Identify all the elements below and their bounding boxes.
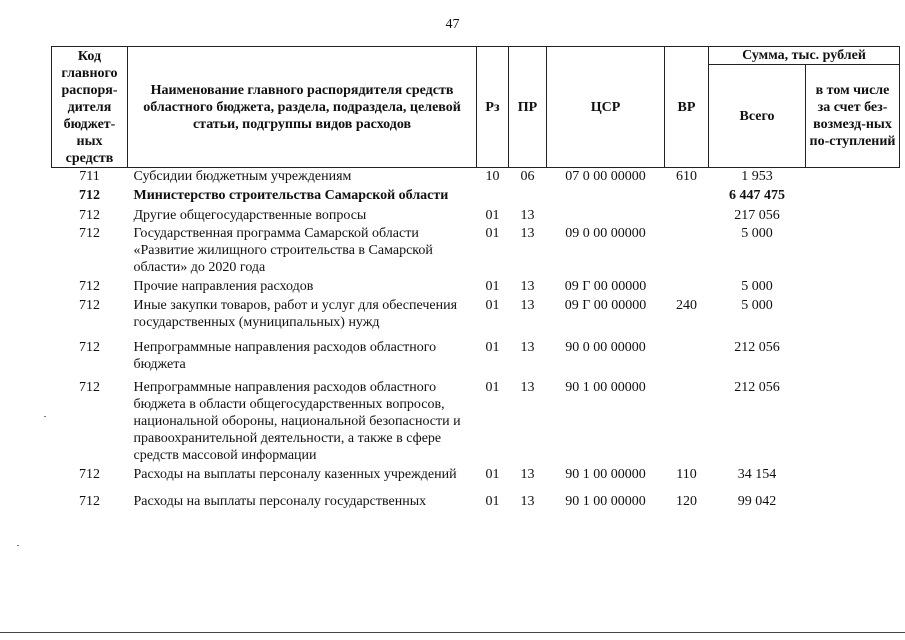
row-gratuitous bbox=[806, 493, 900, 510]
row-total: 5 000 bbox=[741, 226, 773, 241]
row-code: 711 bbox=[79, 169, 100, 184]
row-rz: 01 bbox=[485, 467, 500, 482]
row-csr: 09 Г 00 00000 bbox=[564, 279, 647, 294]
row-name: Расходы на выплаты персоналу государственных bbox=[133, 494, 427, 509]
row-total: 34 154 bbox=[737, 467, 777, 482]
row-pr: 13 bbox=[520, 340, 535, 355]
row-rz: 01 bbox=[485, 279, 500, 294]
row-vr bbox=[665, 339, 709, 379]
row-code: 712 bbox=[79, 279, 100, 294]
row-rz: 10 bbox=[485, 169, 500, 184]
header-code: Код главного распоря-дителя бюджет-ных средств bbox=[52, 47, 128, 168]
row-name: Иные закупки товаров, работ и услуг для обеспечения государственных (муниципальных) нужд bbox=[133, 298, 458, 330]
page-edge bbox=[0, 632, 905, 633]
row-pr: 13 bbox=[520, 226, 535, 241]
row-gratuitous bbox=[806, 168, 900, 188]
header-csr: ЦСР bbox=[547, 47, 665, 168]
row-rz: 01 bbox=[485, 226, 500, 241]
table-row bbox=[52, 187, 900, 207]
row-total: 1 953 bbox=[741, 169, 773, 184]
row-name: Министерство строительства Самарской области bbox=[133, 188, 449, 203]
row-code: 712 bbox=[79, 298, 100, 313]
row-vr: 120 bbox=[676, 494, 697, 509]
row-name: Расходы на выплаты персоналу казенных учреждений bbox=[133, 467, 457, 482]
row-gratuitous bbox=[806, 187, 900, 207]
row-pr: 06 bbox=[520, 169, 535, 184]
row-name: Государственная программа Самарской области «Развитие жилищного строительства в Самарской области» до 2020 года bbox=[133, 226, 433, 275]
row-code: 712 bbox=[79, 380, 100, 395]
row-gratuitous bbox=[806, 207, 900, 225]
row-pr: 13 bbox=[520, 380, 535, 395]
row-total: 99 042 bbox=[737, 494, 777, 509]
header-total: Всего bbox=[709, 65, 806, 168]
row-code: 712 bbox=[79, 494, 100, 509]
row-total: 6 447 475 bbox=[729, 188, 785, 203]
row-vr bbox=[665, 379, 709, 466]
table-row bbox=[52, 466, 900, 493]
row-pr bbox=[509, 187, 547, 207]
row-vr bbox=[665, 207, 709, 225]
row-vr: 240 bbox=[676, 298, 697, 313]
table-body bbox=[52, 168, 900, 511]
row-gratuitous bbox=[806, 278, 900, 297]
row-gratuitous bbox=[806, 225, 900, 278]
row-code: 712 bbox=[79, 340, 100, 355]
row-csr: 90 1 00 00000 bbox=[565, 380, 646, 395]
row-pr: 13 bbox=[520, 494, 535, 509]
row-csr: 90 0 00 00000 bbox=[565, 340, 646, 355]
table-row bbox=[52, 493, 900, 510]
row-gratuitous bbox=[806, 379, 900, 466]
header-sum-group: Сумма, тыс. рублей bbox=[709, 47, 900, 65]
row-pr: 13 bbox=[520, 279, 535, 294]
row-gratuitous bbox=[806, 466, 900, 493]
row-csr: 09 Г 00 00000 bbox=[564, 298, 647, 313]
row-csr: 09 0 00 00000 bbox=[565, 226, 646, 241]
row-vr bbox=[665, 278, 709, 297]
scan-speck bbox=[17, 545, 19, 546]
row-code: 712 bbox=[79, 467, 100, 482]
row-name: Непрограммные направления расходов областного бюджета в области общегосударственных вопросов, национальной обороны, национальной безопасности и правоохранительной деятельности, а также в сфере средств массовой информации bbox=[133, 380, 461, 463]
table-row bbox=[52, 207, 900, 225]
row-total: 5 000 bbox=[741, 298, 773, 313]
header-vr: ВР bbox=[665, 47, 709, 168]
row-name: Другие общегосударственные вопросы bbox=[133, 208, 367, 223]
table-row bbox=[52, 168, 900, 188]
header-rz: Рз bbox=[477, 47, 509, 168]
row-pr: 13 bbox=[520, 208, 535, 223]
row-code: 712 bbox=[79, 226, 100, 241]
row-csr bbox=[547, 187, 665, 207]
page-number: 47 bbox=[445, 17, 460, 32]
row-rz bbox=[477, 187, 509, 207]
row-total: 5 000 bbox=[741, 279, 773, 294]
row-total: 212 056 bbox=[734, 380, 780, 395]
header-pr: ПР bbox=[509, 47, 547, 168]
row-csr: 90 1 00 00000 bbox=[565, 494, 646, 509]
row-vr bbox=[665, 225, 709, 278]
row-total: 212 056 bbox=[734, 340, 780, 355]
row-code: 712 bbox=[79, 208, 100, 223]
row-name: Непрограммные направления расходов областного бюджета bbox=[133, 340, 437, 372]
row-name: Субсидии бюджетным учреждениям bbox=[133, 169, 352, 184]
header-gratuitous: в том числе за счет без-возмезд-ных по-ступлений bbox=[806, 65, 900, 168]
row-csr: 90 1 00 00000 bbox=[565, 467, 646, 482]
budget-table bbox=[51, 46, 900, 510]
row-csr: 07 0 00 00000 bbox=[565, 169, 646, 184]
row-name: Прочие направления расходов bbox=[133, 279, 314, 294]
row-pr: 13 bbox=[520, 467, 535, 482]
row-rz: 01 bbox=[485, 494, 500, 509]
table-row bbox=[52, 278, 900, 297]
row-csr bbox=[547, 207, 665, 225]
row-gratuitous bbox=[806, 339, 900, 379]
row-vr: 110 bbox=[676, 467, 697, 482]
table-row bbox=[52, 297, 900, 339]
table-row bbox=[52, 339, 900, 379]
row-code: 712 bbox=[79, 188, 100, 203]
row-rz: 01 bbox=[485, 340, 500, 355]
row-rz: 01 bbox=[485, 208, 500, 223]
row-pr: 13 bbox=[520, 298, 535, 313]
row-gratuitous bbox=[806, 297, 900, 339]
table-header bbox=[52, 47, 900, 168]
table-row bbox=[52, 379, 900, 466]
scan-speck bbox=[44, 416, 46, 417]
row-rz: 01 bbox=[485, 380, 500, 395]
row-rz: 01 bbox=[485, 298, 500, 313]
row-vr bbox=[665, 187, 709, 207]
row-total: 217 056 bbox=[734, 208, 780, 223]
table-row bbox=[52, 225, 900, 278]
row-vr: 610 bbox=[676, 169, 697, 184]
header-name: Наименование главного распорядителя средств областного бюджета, раздела, подраздела, целевой статьи, подгруппы видов расходов bbox=[128, 47, 477, 168]
